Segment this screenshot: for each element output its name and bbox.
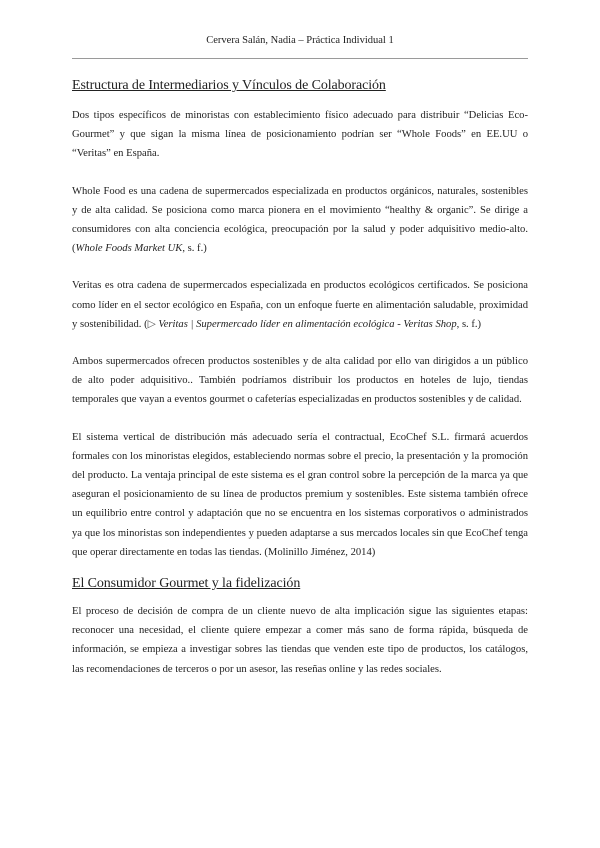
paragraph-veritas xyxy=(72,276,528,334)
page-header: Cervera Salán, Nadia – Práctica Individual 1 xyxy=(206,35,394,46)
paragraph-text: Veritas es otra cadena de supermercados especializada en productos ecológicos certificados. Se posiciona como líder en el sector ecológico en España, con un enfoque fuerte en alimentación saludable, proximidad y sostenibilidad. ( xyxy=(72,280,528,330)
paragraph-retailers: Dos tipos específicos de minoristas con establecimiento físico adecuado para distribuir “Delicias Eco-Gourmet” y que sigan la misma línea de posicionamiento podrían ser “Whole Foods” en EE.UU o “Veritas” en España. xyxy=(72,110,528,160)
section-heading-intermediaries: Estructura de Intermediarios y Vínculos de Colaboración xyxy=(72,78,386,93)
paragraph-vertical-system: El sistema vertical de distribución más adecuado sería el contractual, EcoChef S.L. firmará acuerdos formales con los minoristas elegidos, estableciendo normas sobre el precio, la presentación y la promoción del producto. La ventaja principal de este sistema es el gran control sobre la percepción de la marca ya que aseguran el posicionamiento de su línea de productos premium y sostenibles. Este sistema también ofrece un equilibrio entre control y adaptación que no se encuentra en los sistemas corporativos o administrados ya que los minoristas son independientes y pueden adaptarse a sus mercados locales sin que EcoChef tenga que operar directamente en todas las tiendas. (Molinillo Jiménez, 2014) xyxy=(72,431,528,558)
citation-suffix: , s. f.) xyxy=(456,318,482,330)
paragraph-whole-foods xyxy=(72,182,528,259)
paragraph-decision-process: El proceso de decisión de compra de un cliente nuevo de alta implicación sigue las siguientes etapas: reconocer una necesidad, el cliente quiere empezar a comer más sano de forma rápida, búsqueda de información, se empieza a investigar sobres las tiendas que venden este tipo de productos, los catálogos, las recomendaciones de terceros o por un asesor, las reseñas online y las redes sociales. xyxy=(72,606,528,675)
document-body xyxy=(72,78,528,679)
citation-veritas: Veritas | Supermercado líder en alimentación ecológica - Veritas Shop xyxy=(155,318,457,330)
section-heading-consumer: El Consumidor Gourmet y la fidelización xyxy=(72,576,301,592)
header-divider xyxy=(72,58,528,59)
play-arrow-icon: ▷ xyxy=(147,318,156,330)
paragraph-both-supermarkets: Ambos supermercados ofrecen productos sostenibles y de alta calidad por ello van dirigidos a un público de alto poder adquisitivo.. También podríamos distribuir los productos en hoteles de lujo, tiendas temporales que vayan a eventos gourmet o cafeterías especializadas en productos sostenibles y de calidad. xyxy=(72,356,528,406)
citation-whole-foods: Whole Foods Market UK xyxy=(75,243,183,255)
paragraph-text: Whole Food es una cadena de supermercados especializada en productos orgánicos, naturales, sostenibles y de alta calidad. Se posiciona como marca pionera en el movimiento “healthy & organic”. Se dirige a consumidores con alta conciencia ecológica, preocupación por la salud y poder adquisitivo medio-alto. ( xyxy=(72,185,528,255)
citation-suffix: , s. f.) xyxy=(182,243,207,255)
